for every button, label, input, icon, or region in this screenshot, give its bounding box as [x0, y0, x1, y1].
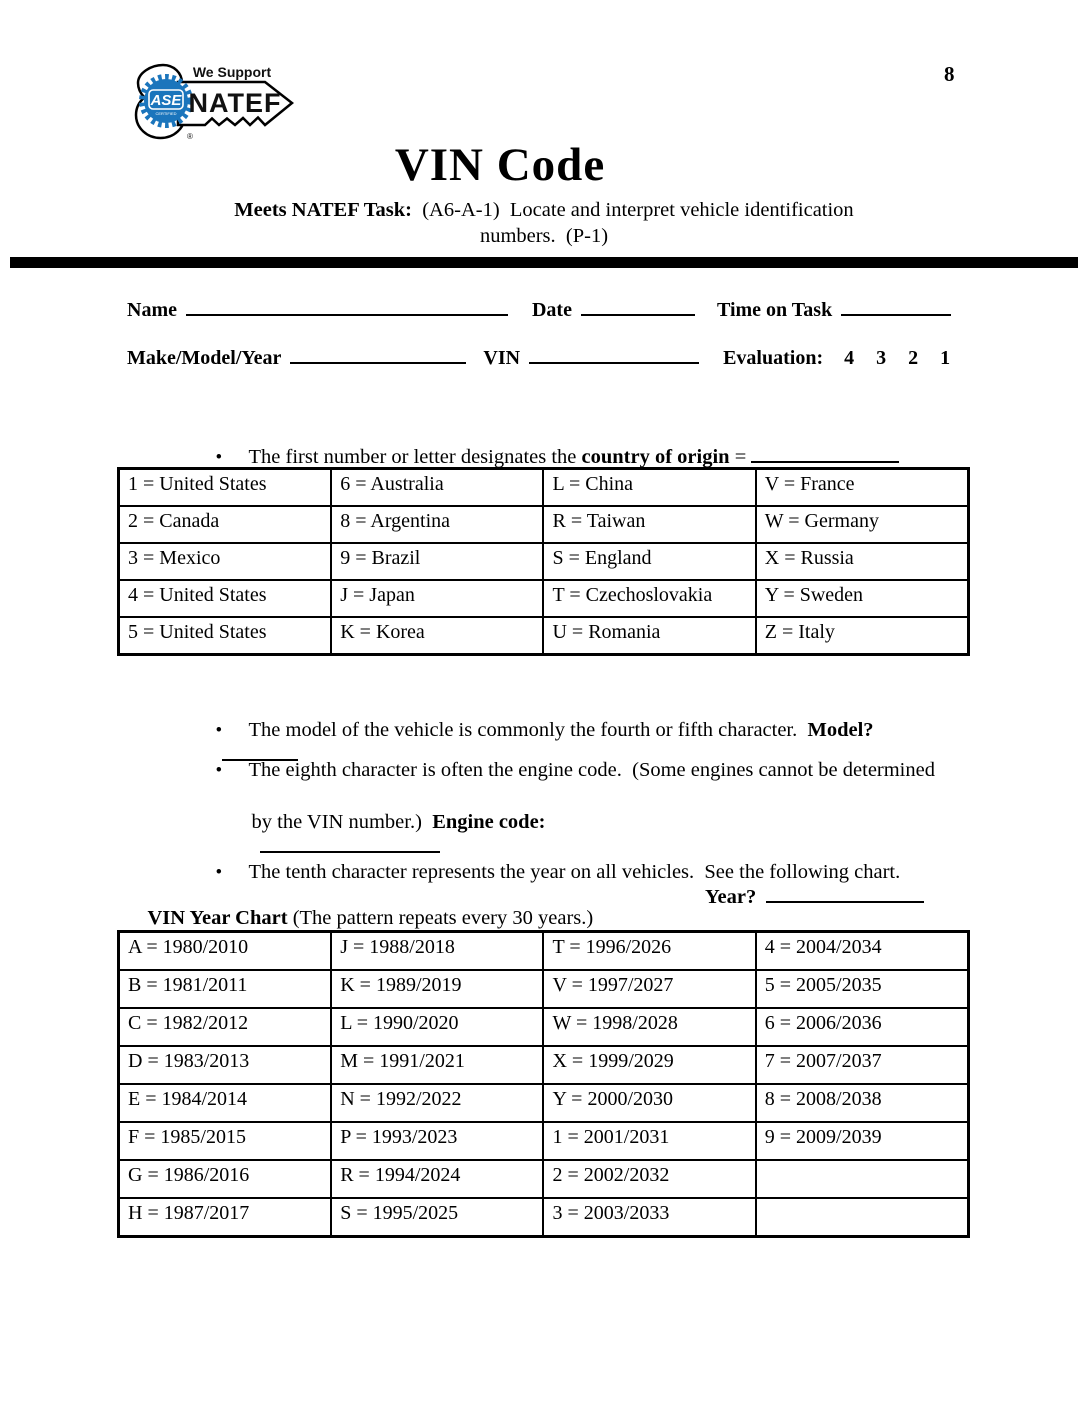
table-cell: 6 = 2006/2036 — [756, 1008, 969, 1046]
key-logo-graphic — [126, 54, 298, 144]
bullet-icon: • — [215, 760, 223, 781]
table-cell: V = France — [756, 469, 969, 507]
evaluation-value-4: 4 — [844, 347, 855, 369]
time-on-task-label: Time on Task — [716, 299, 833, 321]
table-cell: V = 1997/2027 — [543, 970, 755, 1008]
table-row — [119, 1122, 969, 1160]
vin-blank — [529, 345, 699, 364]
evaluation-value-3: 3 — [876, 347, 887, 369]
date-label: Date — [531, 299, 572, 321]
table-cell: J = 1988/2018 — [331, 932, 543, 971]
vin-label: VIN — [483, 347, 521, 369]
table-row — [119, 1160, 969, 1198]
table-row — [119, 1084, 969, 1122]
table-cell: S = 1995/2025 — [331, 1198, 543, 1237]
table-cell: T = Czechoslovakia — [543, 580, 755, 617]
table-cell: 4 = 2004/2034 — [756, 932, 969, 971]
table-cell: Y = Sweden — [756, 580, 969, 617]
ase-label: ASE — [150, 92, 182, 109]
table-cell: 4 = United States — [119, 580, 332, 617]
table-row — [119, 543, 969, 580]
table-cell: B = 1981/2011 — [119, 970, 332, 1008]
equals-sign: = — [729, 446, 752, 468]
table-row — [119, 506, 969, 543]
natef-task-line — [0, 199, 1088, 222]
table-cell: U = Romania — [543, 617, 755, 655]
fields-row-1 — [127, 297, 951, 322]
bullet3-text2: by the VIN number.) — [251, 811, 433, 833]
table-row — [119, 580, 969, 617]
table-cell — [756, 1198, 969, 1237]
table-cell: X = Russia — [756, 543, 969, 580]
table-cell: Y = 2000/2030 — [543, 1084, 755, 1122]
table-cell: 9 = Brazil — [331, 543, 543, 580]
table-cell: E = 1984/2014 — [119, 1084, 332, 1122]
table-cell: 1 = 2001/2031 — [543, 1122, 755, 1160]
table-row — [119, 1198, 969, 1237]
table-cell: 3 = Mexico — [119, 543, 332, 580]
bullet3-text: The eighth character is often the engine code. (Some engines cannot be determined — [248, 759, 935, 781]
time-on-task-blank — [841, 297, 951, 316]
bullet-icon: • — [215, 447, 223, 468]
natef-label: NATEF — [188, 88, 282, 118]
engine-code-label: Engine code: — [432, 811, 546, 833]
table-cell: C = 1982/2012 — [119, 1008, 332, 1046]
registered-mark: ® — [187, 132, 193, 141]
table-cell: T = 1996/2026 — [543, 932, 755, 971]
table-cell: W = 1998/2028 — [543, 1008, 755, 1046]
table-cell: J = Japan — [331, 580, 543, 617]
we-support-label: We Support — [192, 64, 272, 80]
table-cell: K = 1989/2019 — [331, 970, 543, 1008]
table-cell: X = 1999/2029 — [543, 1046, 755, 1084]
evaluation-value-2: 2 — [908, 347, 919, 369]
task-label: Meets NATEF Task: — [234, 199, 412, 221]
country-of-origin-label: country of origin — [581, 446, 730, 468]
table-cell: F = 1985/2015 — [119, 1122, 332, 1160]
divider-rule — [10, 257, 1078, 268]
natef-ase-logo — [126, 54, 298, 144]
table-cell: 3 = 2003/2033 — [543, 1198, 755, 1237]
table-cell: D = 1983/2013 — [119, 1046, 332, 1084]
table-cell: S = England — [543, 543, 755, 580]
page-number: 8 — [944, 62, 955, 86]
table-row — [119, 469, 969, 507]
bullet4-text: The tenth character represents the year on all vehicles. See the following chart. — [248, 861, 901, 883]
natef-task-line2: numbers. (P-1) — [479, 225, 609, 247]
task-text: (A6-A-1) Locate and interpret vehicle identification — [411, 199, 854, 221]
table-cell: W = Germany — [756, 506, 969, 543]
table-cell: L = China — [543, 469, 755, 507]
table-row — [119, 970, 969, 1008]
table-cell: 1 = United States — [119, 469, 332, 507]
table-cell: K = Korea — [331, 617, 543, 655]
page-title: VIN Code — [394, 139, 606, 191]
year-blank — [766, 884, 924, 903]
date-blank — [581, 297, 695, 316]
table-cell: L = 1990/2020 — [331, 1008, 543, 1046]
table-cell: 9 = 2009/2039 — [756, 1122, 969, 1160]
table-cell: H = 1987/2017 — [119, 1198, 332, 1237]
bullet1-text: The first number or letter designates the — [248, 446, 582, 468]
table-cell: A = 1980/2010 — [119, 932, 332, 971]
model-label: Model? — [807, 719, 874, 741]
bullet-icon: • — [215, 862, 223, 883]
evaluation-label: Evaluation: — [723, 347, 824, 369]
table-cell: P = 1993/2023 — [331, 1122, 543, 1160]
table-cell: R = 1994/2024 — [331, 1160, 543, 1198]
fields-row-2 — [127, 345, 950, 370]
bullet2-text: The model of the vehicle is commonly the fourth or fifth character. — [248, 719, 808, 741]
table-cell: 7 = 2007/2037 — [756, 1046, 969, 1084]
year-label: Year? — [705, 886, 757, 908]
table-row — [119, 617, 969, 655]
vin-year-table — [117, 930, 970, 1238]
evaluation-value-1: 1 — [940, 347, 951, 369]
table-cell: M = 1991/2021 — [331, 1046, 543, 1084]
table-cell: 5 = United States — [119, 617, 332, 655]
table-cell: G = 1986/2016 — [119, 1160, 332, 1198]
table-cell: 2 = Canada — [119, 506, 332, 543]
bullet-icon: • — [215, 720, 223, 741]
vin-year-chart-label: VIN Year Chart — [147, 907, 288, 929]
table-cell: Z = Italy — [756, 617, 969, 655]
country-of-origin-blank — [751, 444, 899, 463]
table-cell: N = 1992/2022 — [331, 1084, 543, 1122]
table-cell: 2 = 2002/2032 — [543, 1160, 755, 1198]
table-cell: 8 = Argentina — [331, 506, 543, 543]
table-cell: 5 = 2005/2035 — [756, 970, 969, 1008]
name-blank — [186, 297, 508, 316]
table-cell — [756, 1160, 969, 1198]
table-row — [119, 932, 969, 971]
table-cell: 6 = Australia — [331, 469, 543, 507]
make-model-year-blank — [290, 345, 466, 364]
table-row — [119, 1008, 969, 1046]
table-cell: 8 = 2008/2038 — [756, 1084, 969, 1122]
name-label: Name — [127, 299, 177, 321]
table-row — [119, 1046, 969, 1084]
year-question — [705, 884, 924, 909]
make-model-year-label: Make/Model/Year — [127, 347, 282, 369]
country-code-table — [117, 467, 970, 656]
table-cell: R = Taiwan — [543, 506, 755, 543]
vin-year-chart-note: (The pattern repeats every 30 years.) — [287, 907, 594, 929]
ase-certified-label: CERTIFIED — [155, 111, 177, 116]
